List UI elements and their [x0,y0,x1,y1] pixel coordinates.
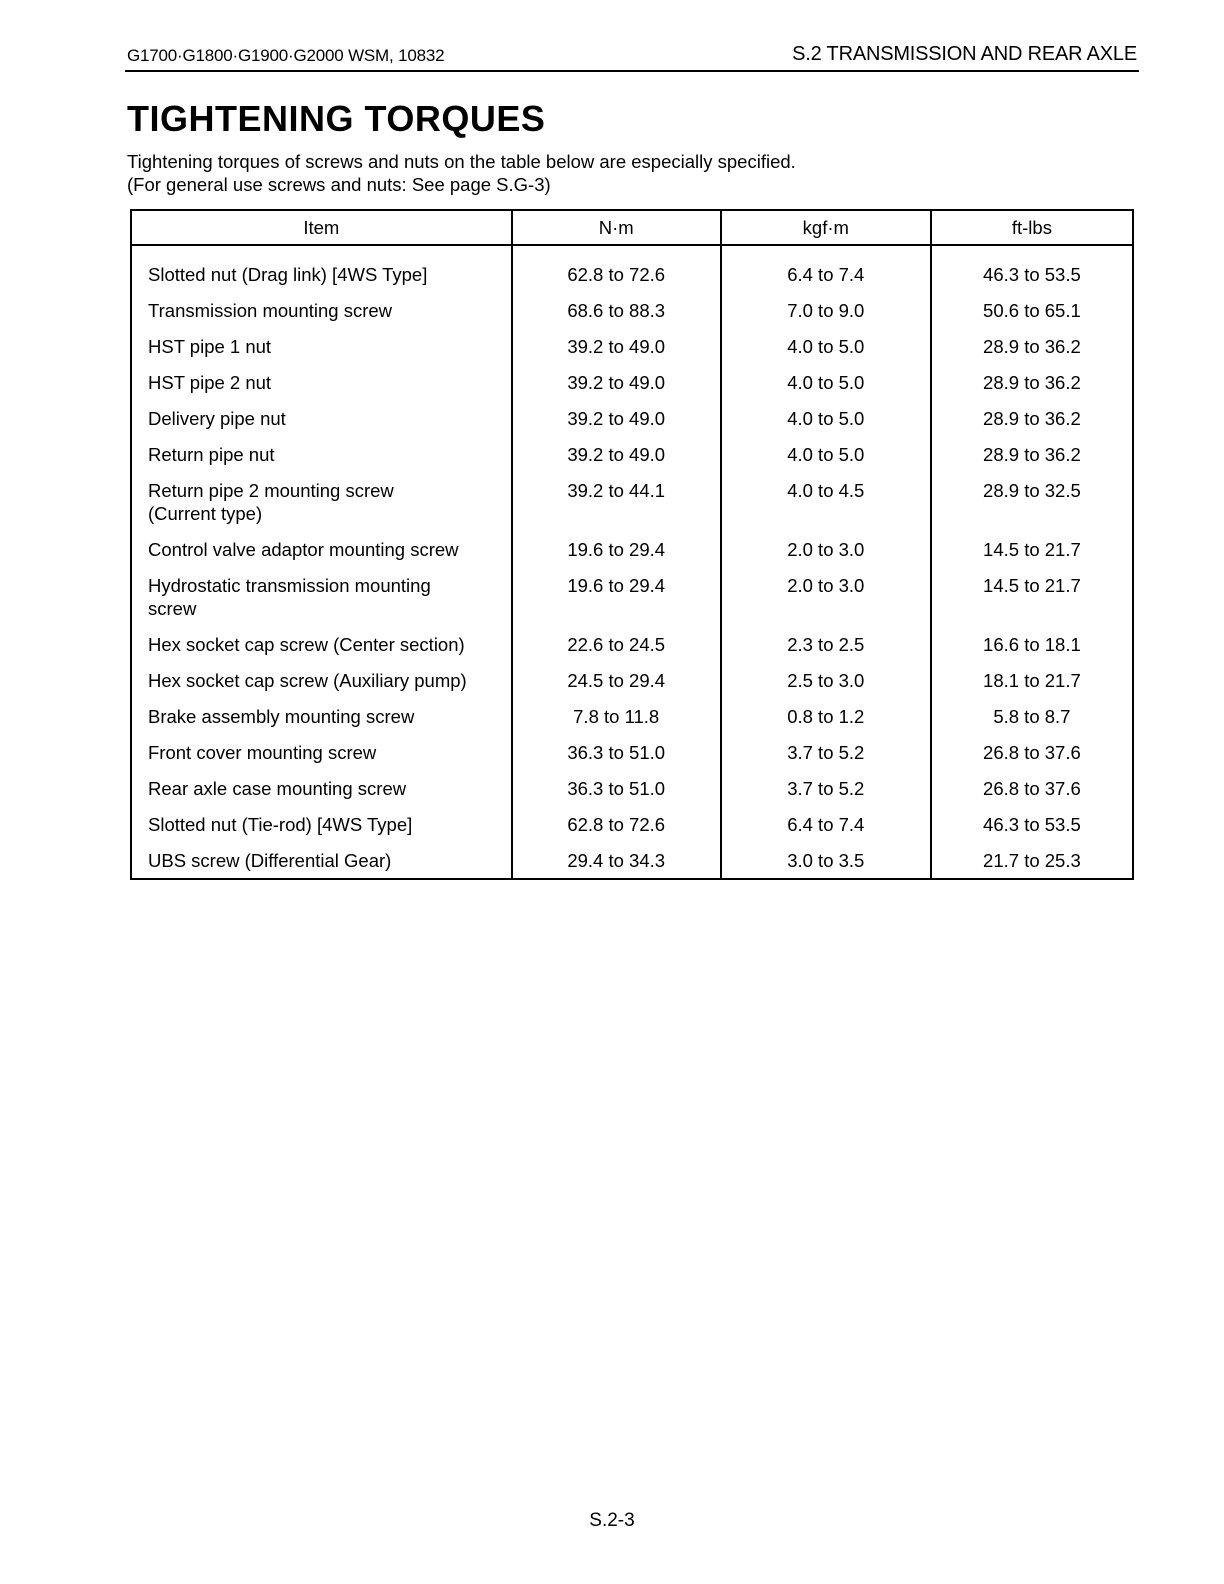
item-name: Front cover mounting screw [148,742,377,763]
cell-item [131,400,512,436]
table-header-row [131,210,1133,245]
cell-ft-lbs: 21.7 to 25.3 [931,842,1133,879]
cell-nm: 7.8 to 11.8 [512,698,721,734]
cell-kgf: 2.0 to 3.0 [721,567,931,626]
cell-ft-lbs: 46.3 to 53.5 [931,806,1133,842]
cell-kgf: 2.5 to 3.0 [721,662,931,698]
table-row [131,567,1133,626]
cell-item [131,531,512,567]
cell-item [131,806,512,842]
cell-ft-lbs: 26.8 to 37.6 [931,770,1133,806]
cell-item [131,626,512,662]
intro-line-1: Tightening torques of screws and nuts on the table below are especially specified. [127,151,796,172]
cell-item [131,256,512,292]
item-name: HST pipe 1 nut [148,336,272,357]
item-name: HST pipe 2 nut [148,372,272,393]
cell-nm: 19.6 to 29.4 [512,531,721,567]
cell-nm: 36.3 to 51.0 [512,734,721,770]
cell-item [131,770,512,806]
cell-ft-lbs: 50.6 to 65.1 [931,292,1133,328]
cell-kgf: 6.4 to 7.4 [721,256,931,292]
cell-item [131,364,512,400]
cell-kgf: 4.0 to 5.0 [721,436,931,472]
page-header [125,42,1139,72]
intro-text [127,150,796,196]
table-row [131,328,1133,364]
torque-table [130,209,1134,880]
cell-ft-lbs: 14.5 to 21.7 [931,567,1133,626]
table-row [131,400,1133,436]
item-name: UBS screw (Differential Gear) [148,850,392,871]
cell-nm: 68.6 to 88.3 [512,292,721,328]
cell-item [131,292,512,328]
table-body [131,245,1133,879]
cell-ft-lbs: 14.5 to 21.7 [931,531,1133,567]
header-item: Item [131,210,512,245]
cell-kgf: 2.3 to 2.5 [721,626,931,662]
cell-nm: 24.5 to 29.4 [512,662,721,698]
cell-nm: 39.2 to 44.1 [512,472,721,531]
cell-nm: 39.2 to 49.0 [512,436,721,472]
section-title: S.2 TRANSMISSION AND REAR AXLE [792,43,1137,65]
manual-identifier: G1700·G1800·G1900·G2000 WSM, 10832 [127,46,445,65]
cell-item [131,698,512,734]
cell-nm: 29.4 to 34.3 [512,842,721,879]
item-name: Return pipe nut [148,444,275,465]
table-row [131,436,1133,472]
cell-item [131,662,512,698]
page-number: S.2-3 [589,1510,635,1531]
table-row [131,531,1133,567]
table-row [131,770,1133,806]
item-name: Return pipe 2 mounting screw [148,480,394,501]
cell-nm: 39.2 to 49.0 [512,328,721,364]
table-spacer-row [131,245,1133,256]
header-nm: N·m [512,210,721,245]
cell-ft-lbs: 28.9 to 36.2 [931,400,1133,436]
table-row [131,842,1133,879]
header-ft: ft-lbs [931,210,1133,245]
table-row [131,626,1133,662]
cell-item [131,842,512,879]
cell-nm: 62.8 to 72.6 [512,806,721,842]
cell-ft-lbs: 5.8 to 8.7 [931,698,1133,734]
cell-nm: 22.6 to 24.5 [512,626,721,662]
cell-nm: 19.6 to 29.4 [512,567,721,626]
cell-kgf: 7.0 to 9.0 [721,292,931,328]
cell-nm: 39.2 to 49.0 [512,400,721,436]
cell-ft-lbs: 28.9 to 36.2 [931,328,1133,364]
table-row [131,364,1133,400]
cell-ft-lbs: 46.3 to 53.5 [931,256,1133,292]
cell-kgf: 6.4 to 7.4 [721,806,931,842]
cell-ft-lbs: 28.9 to 36.2 [931,436,1133,472]
cell-nm: 62.8 to 72.6 [512,256,721,292]
cell-ft-lbs: 28.9 to 36.2 [931,364,1133,400]
item-name: Rear axle case mounting screw [148,778,407,799]
item-name-continued: (Current type) [148,503,263,524]
table-row [131,472,1133,531]
cell-ft-lbs: 18.1 to 21.7 [931,662,1133,698]
cell-kgf: 4.0 to 5.0 [721,400,931,436]
cell-kgf: 3.7 to 5.2 [721,734,931,770]
cell-item [131,567,512,626]
cell-kgf: 3.7 to 5.2 [721,770,931,806]
table-row [131,806,1133,842]
page-title: TIGHTENING TORQUES [127,98,546,139]
cell-nm: 39.2 to 49.0 [512,364,721,400]
item-name: Delivery pipe nut [148,408,286,429]
cell-kgf: 4.0 to 4.5 [721,472,931,531]
cell-ft-lbs: 28.9 to 32.5 [931,472,1133,531]
table-row [131,292,1133,328]
cell-kgf: 4.0 to 5.0 [721,364,931,400]
cell-kgf: 4.0 to 5.0 [721,328,931,364]
item-name-continued: screw [148,598,197,619]
cell-nm: 36.3 to 51.0 [512,770,721,806]
item-name: Transmission mounting screw [148,300,393,321]
cell-item [131,436,512,472]
table-row [131,734,1133,770]
cell-kgf: 2.0 to 3.0 [721,531,931,567]
item-name: Control valve adaptor mounting screw [148,539,459,560]
cell-ft-lbs: 26.8 to 37.6 [931,734,1133,770]
table-row [131,662,1133,698]
table-row [131,256,1133,292]
item-name: Slotted nut (Drag link) [4WS Type] [148,264,428,285]
cell-item [131,734,512,770]
item-name: Hex socket cap screw (Center section) [148,634,465,655]
table-row [131,698,1133,734]
item-name: Hex socket cap screw (Auxiliary pump) [148,670,467,691]
intro-line-2: (For general use screws and nuts: See page S.G-3) [127,174,551,195]
cell-item [131,472,512,531]
cell-kgf: 3.0 to 3.5 [721,842,931,879]
header-kgf: kgf·m [721,210,931,245]
item-name: Slotted nut (Tie-rod) [4WS Type] [148,814,413,835]
cell-item [131,328,512,364]
item-name: Hydrostatic transmission mounting [148,575,431,596]
item-name: Brake assembly mounting screw [148,706,415,727]
cell-ft-lbs: 16.6 to 18.1 [931,626,1133,662]
cell-kgf: 0.8 to 1.2 [721,698,931,734]
